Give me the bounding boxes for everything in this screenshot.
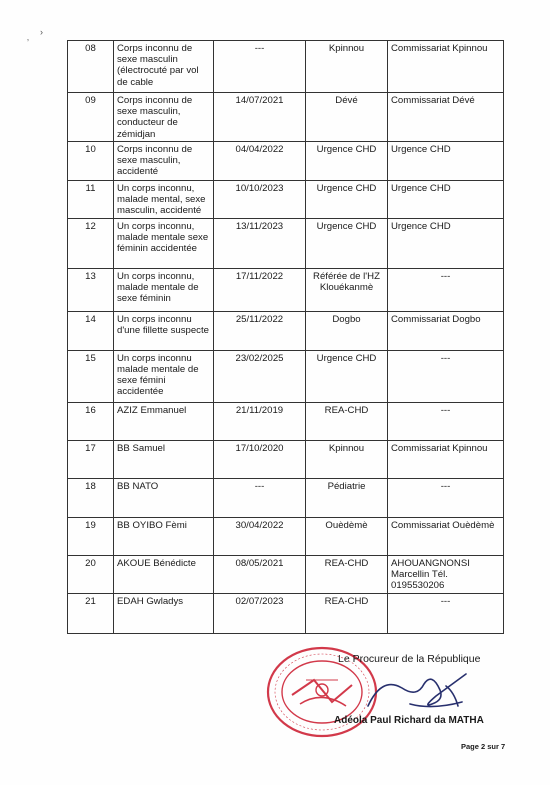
table-row [68,180,504,218]
row-description: Corps inconnu de sexe masculin, accidenté [114,141,214,180]
row-number: 18 [68,478,114,517]
row-date: --- [214,478,306,517]
row-number: 10 [68,141,114,180]
row-number: 09 [68,93,114,142]
table-row [68,311,504,350]
row-date: 02/07/2023 [214,593,306,633]
row-date: 21/11/2019 [214,402,306,440]
row-place: Pédiatrie [306,478,388,517]
row-authority: --- [388,593,504,633]
registry-table [67,40,504,634]
table-row [68,350,504,402]
row-place: Urgence CHD [306,141,388,180]
table-row [68,141,504,180]
row-description: EDAH Gwladys [114,593,214,633]
row-number: 20 [68,555,114,593]
row-description: Un corps inconnu d'une fillette suspecte [114,311,214,350]
handwritten-signature-icon [362,666,472,716]
signature-block [262,640,522,750]
row-authority: Commissariat Kpinnou [388,440,504,478]
row-description: Un corps inconnu, malade mentale sexe féminin accidentée [114,218,214,268]
table-row [68,478,504,517]
row-number: 15 [68,350,114,402]
row-number: 16 [68,402,114,440]
row-place: Kpinnou [306,440,388,478]
row-description: Un corps inconnu, malade mentale de sexe féminin [114,268,214,311]
table-row [68,517,504,555]
table-row [68,440,504,478]
row-number: 13 [68,268,114,311]
row-date: 04/04/2022 [214,141,306,180]
row-description: Corps inconnu de sexe masculin, conducteur de zémidjan [114,93,214,142]
row-description: AKOUE Bénédicte [114,555,214,593]
row-number: 08 [68,41,114,93]
row-date: 17/11/2022 [214,268,306,311]
row-number: 11 [68,180,114,218]
page-number: Page 2 sur 7 [461,742,506,751]
row-date: --- [214,41,306,93]
row-date: 17/10/2020 [214,440,306,478]
row-authority: Commissariat Dévé [388,93,504,142]
row-number: 12 [68,218,114,268]
prosecutor-name: Adéola Paul Richard da MATHA [334,715,484,726]
row-date: 13/11/2023 [214,218,306,268]
row-place: Ouèdèmè [306,517,388,555]
row-number: 14 [68,311,114,350]
row-authority: --- [388,402,504,440]
row-place: REA-CHD [306,555,388,593]
row-place: Urgence CHD [306,350,388,402]
row-authority: Commissariat Kpinnou [388,41,504,93]
row-place: REA-CHD [306,593,388,633]
row-authority: --- [388,268,504,311]
row-place: Référée de l'HZ Klouékanmè [306,268,388,311]
row-date: 25/11/2022 [214,311,306,350]
prosecutor-title: Le Procureur de la République [338,653,481,665]
table-row [68,93,504,142]
row-place: Urgence CHD [306,218,388,268]
row-date: 30/04/2022 [214,517,306,555]
row-date: 14/07/2021 [214,93,306,142]
row-description: Un corps inconnu, malade mental, sexe masculin, accidenté [114,180,214,218]
row-description: BB OYIBO Fèmi [114,517,214,555]
row-description: AZIZ Emmanuel [114,402,214,440]
row-number: 21 [68,593,114,633]
table-row [68,41,504,93]
row-description: Un corps inconnu malade mentale de sexe fémini accidentée [114,350,214,402]
table-row [68,593,504,633]
row-authority: AHOUANGNONSI Marcellin Tél. 0195530206 [388,555,504,593]
row-place: Kpinnou [306,41,388,93]
row-date: 08/05/2021 [214,555,306,593]
row-authority: Commissariat Ouèdèmè [388,517,504,555]
row-authority: Urgence CHD [388,218,504,268]
row-authority: --- [388,478,504,517]
row-place: Urgence CHD [306,180,388,218]
row-authority: Commissariat Dogbo [388,311,504,350]
row-description: Corps inconnu de sexe masculin (électrocuté par vol de cable [114,41,214,93]
row-authority: Urgence CHD [388,180,504,218]
table-row [68,268,504,311]
row-authority: --- [388,350,504,402]
row-number: 17 [68,440,114,478]
scan-mark: › [40,27,43,37]
row-place: REA-CHD [306,402,388,440]
scan-mark: ʼ [27,38,29,48]
row-date: 10/10/2023 [214,180,306,218]
row-place: Dogbo [306,311,388,350]
row-number: 19 [68,517,114,555]
row-description: BB NATO [114,478,214,517]
row-date: 23/02/2025 [214,350,306,402]
row-description: BB Samuel [114,440,214,478]
row-place: Dévé [306,93,388,142]
row-authority: Urgence CHD [388,141,504,180]
table-row [68,555,504,593]
table-row [68,218,504,268]
table-row [68,402,504,440]
